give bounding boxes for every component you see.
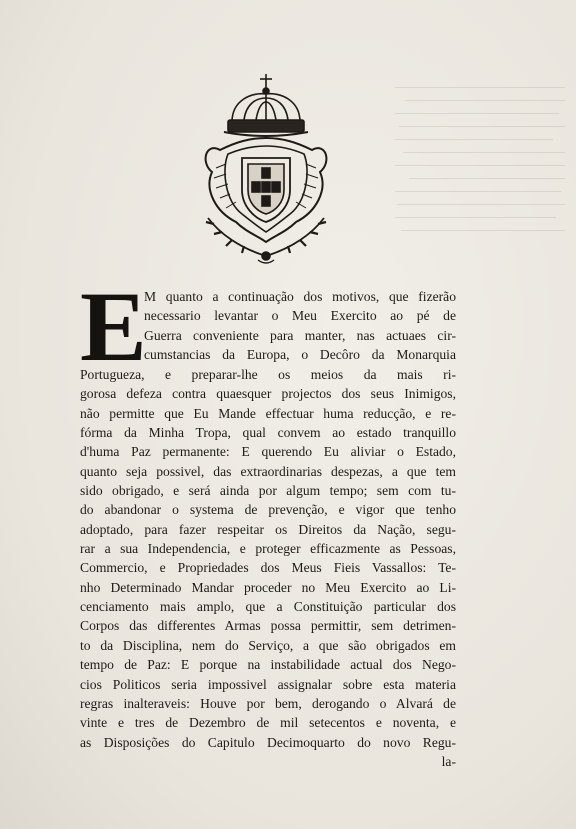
- text-line: gorosa defeza contra quaesquer projectos dos seus Inimigos,: [80, 386, 456, 402]
- text-line: do abandonar o systema de prevenção, e vigor que tenho: [80, 502, 456, 518]
- text-line: to da Disciplina, nem do Serviço, a que são obrigados em: [80, 637, 456, 653]
- text-line: fórma da Minha Tropa, qual convem ao estado tranquillo: [80, 425, 456, 441]
- royal-coat-of-arms-icon: [186, 72, 346, 267]
- text-line: regras inalteraveis: Houve por bem, derogando o Alvará de: [80, 695, 456, 711]
- text-line: não permitte que Eu Mande effectuar huma reducção, e re-: [80, 405, 456, 421]
- text-line: nho Determinado Mandar proceder no Meu Exercito ao Li-: [80, 579, 456, 595]
- text-line: vinte e tres de Dezembro de mil setecentos e noventa, e: [80, 715, 456, 731]
- text-line: Corpos das differentes Armas possa permittir, sem detrimen-: [80, 618, 456, 634]
- text-line: Guerra conveniente para manter, nas actuaes cir-: [144, 327, 456, 343]
- text-line: as Disposições do Capitulo Decimoquarto do novo Regu-: [80, 734, 456, 750]
- decree-body: [80, 271, 456, 771]
- text-line: quanto seja possivel, das extraordinarias despezas, a que tem: [80, 463, 456, 479]
- text-line: tempo de Paz: E porque na instabilidade actual dos Nego-: [80, 657, 456, 673]
- text-line: necessario levantar o Meu Exercito ao pé de: [144, 308, 456, 324]
- text-line: cenciamento mais amplo, que a Constituição particular dos: [80, 599, 456, 615]
- text-line: M quanto a continuação dos motivos, que fizerão: [144, 289, 456, 304]
- text-line: Portugueza, e preparar-lhe os meios da mais ri-: [80, 367, 456, 382]
- show-through-text: [395, 70, 565, 300]
- text-line: cios Politicos seria impossivel assignalar sobre esta materia: [80, 676, 456, 692]
- text-line: d'huma Paz permanente: E querendo Eu aliviar o Estado,: [80, 444, 456, 460]
- text-line: rar a sua Independencia, e proteger efficazmente as Pessoas,: [80, 541, 456, 557]
- text-line: Commercio, e Propriedades dos Meus Fieis Vassallos: Te-: [80, 560, 456, 576]
- text-line: adoptado, para fazer respeitar os Direitos da Nação, segu-: [80, 521, 456, 537]
- drop-cap: E: [80, 271, 147, 382]
- catchword: la-: [441, 753, 456, 769]
- text-line: cumstancias da Europa, o Decôro da Monarquia: [144, 347, 456, 363]
- text-line: sido obrigado, e será ainda por algum tempo; sem com tu-: [80, 483, 456, 499]
